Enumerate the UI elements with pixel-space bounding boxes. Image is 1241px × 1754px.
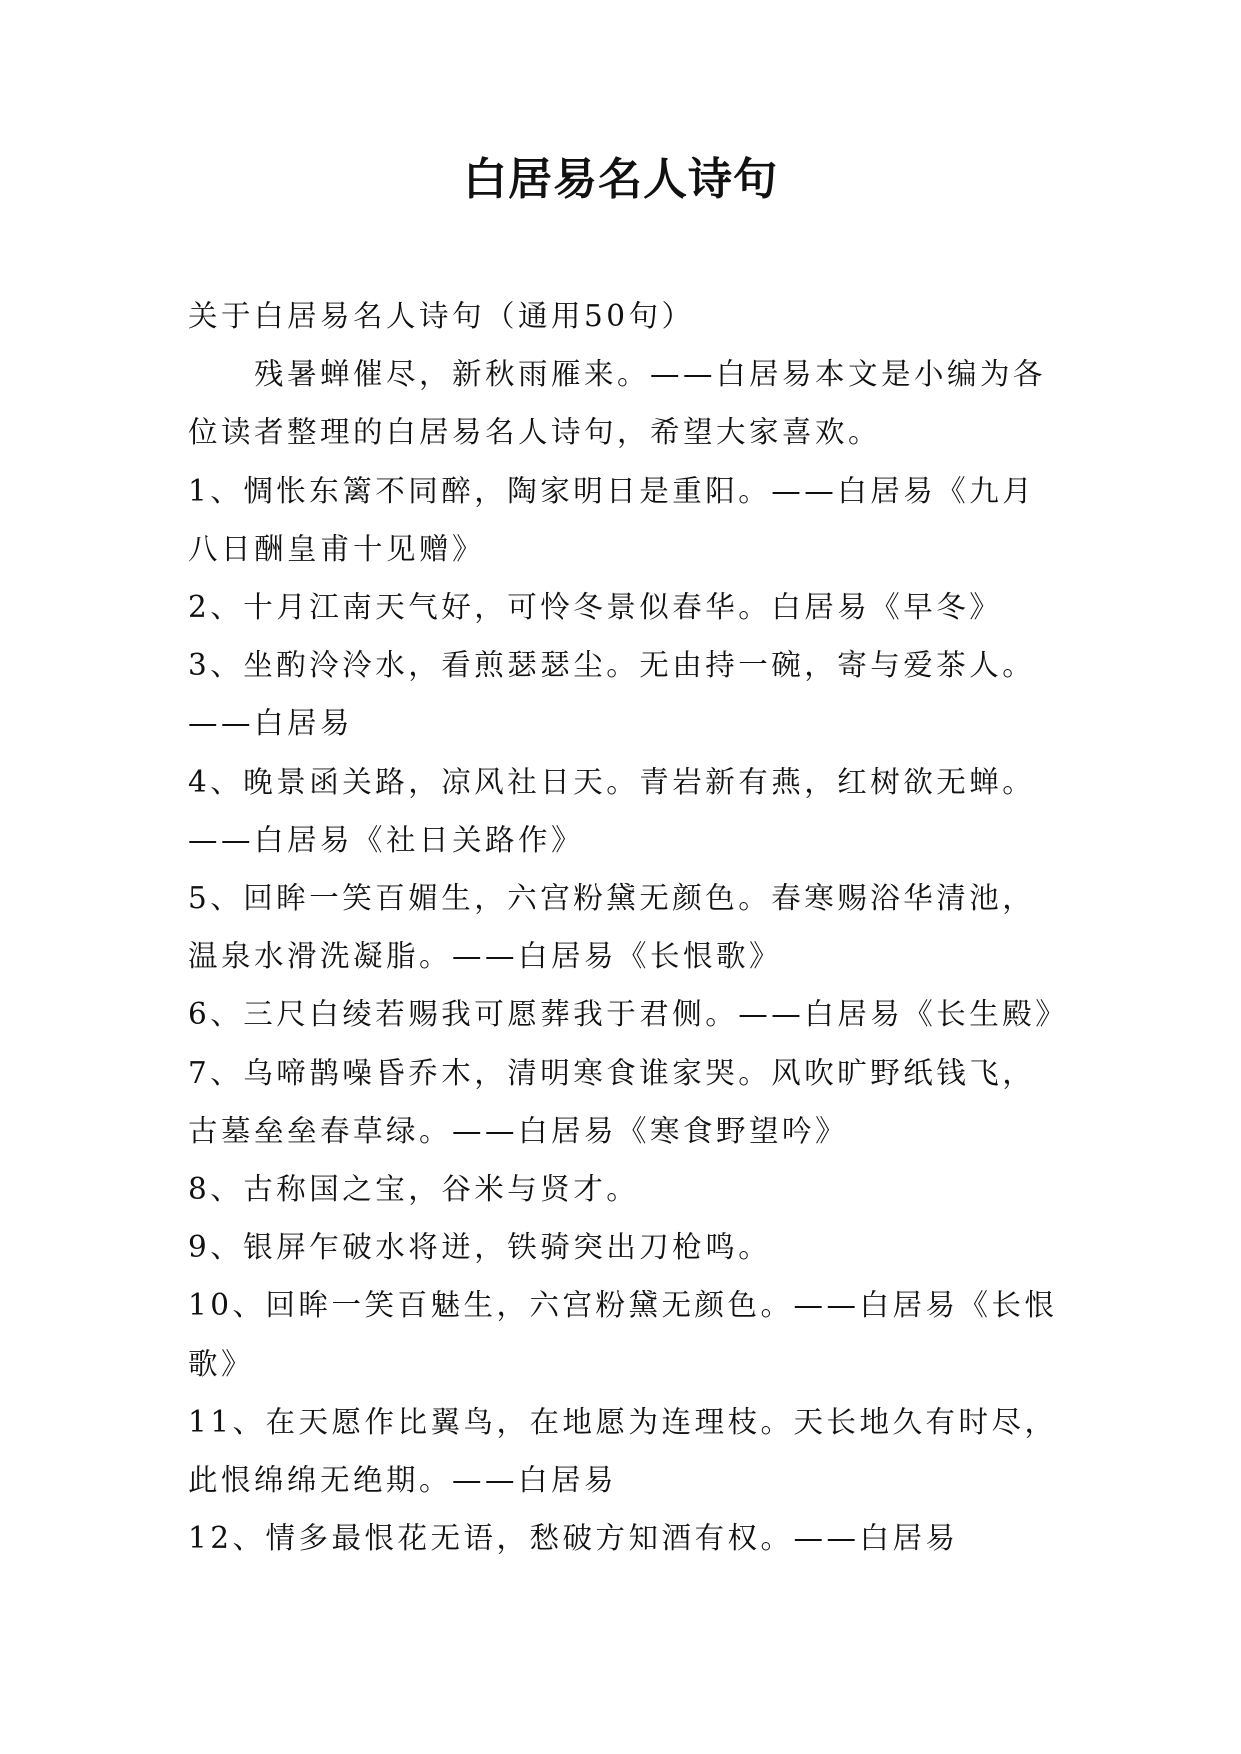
quote-item: 4、晚景函关路，凉风社日天。青岩新有燕，红树欲无蝉。——白居易《社日关路作》: [188, 764, 1036, 857]
quote-item: 1、惆怅东篱不同醉，陶家明日是重阳。——白居易《九月八日酬皇甫十见赠》: [188, 473, 1036, 566]
document-title: 白居易名人诗句: [463, 154, 778, 205]
intro-heading: 关于白居易名人诗句（通用50句）: [188, 299, 695, 333]
quote-item: 3、坐酌泠泠水，看煎瑟瑟尘。无由持一碗，寄与爱茶人。——白居易: [188, 648, 1036, 741]
quote-item: 9、银屏乍破水将迸，铁骑突出刀枪鸣。: [188, 1230, 772, 1265]
quote-item: 5、回眸一笑百媚生，六宫粉黛无颜色。春寒赐浴华清池，温泉水滑洗凝脂。——白居易《长恨歌》: [188, 881, 1036, 974]
quote-item: 2、十月江南天气好，可怜冬景似春华。白居易《早冬》: [188, 590, 1003, 625]
quote-item: 7、乌啼鹊噪昏乔木，清明寒食谁家哭。风吹旷野纸钱飞，古墓垒垒春草绿。——白居易《寒食野望吟》: [188, 1055, 1036, 1148]
quote-item: 6、三尺白绫若赐我可愿葬我于君侧。——白居易《长生殿》: [188, 997, 1069, 1032]
quote-item: 8、古称国之宝，谷米与贤才。: [188, 1172, 640, 1207]
quote-item: 10、回眸一笑百魅生，六宫粉黛无颜色。——白居易《长恨歌》: [188, 1288, 1058, 1381]
intro-paragraph: 残暑蝉催尽，新秋雨雁来。——白居易本文是小编为各位读者整理的白居易名人诗句，希望大家喜欢。: [188, 357, 1047, 450]
quote-item: 11、在天愿作比翼鸟，在地愿为连理枝。天长地久有时尽，此恨绵绵无绝期。——白居易: [188, 1404, 1058, 1498]
document-body: [188, 287, 1068, 1567]
quote-item: 12、情多最恨花无语，愁破方知酒有权。——白居易: [188, 1521, 959, 1556]
